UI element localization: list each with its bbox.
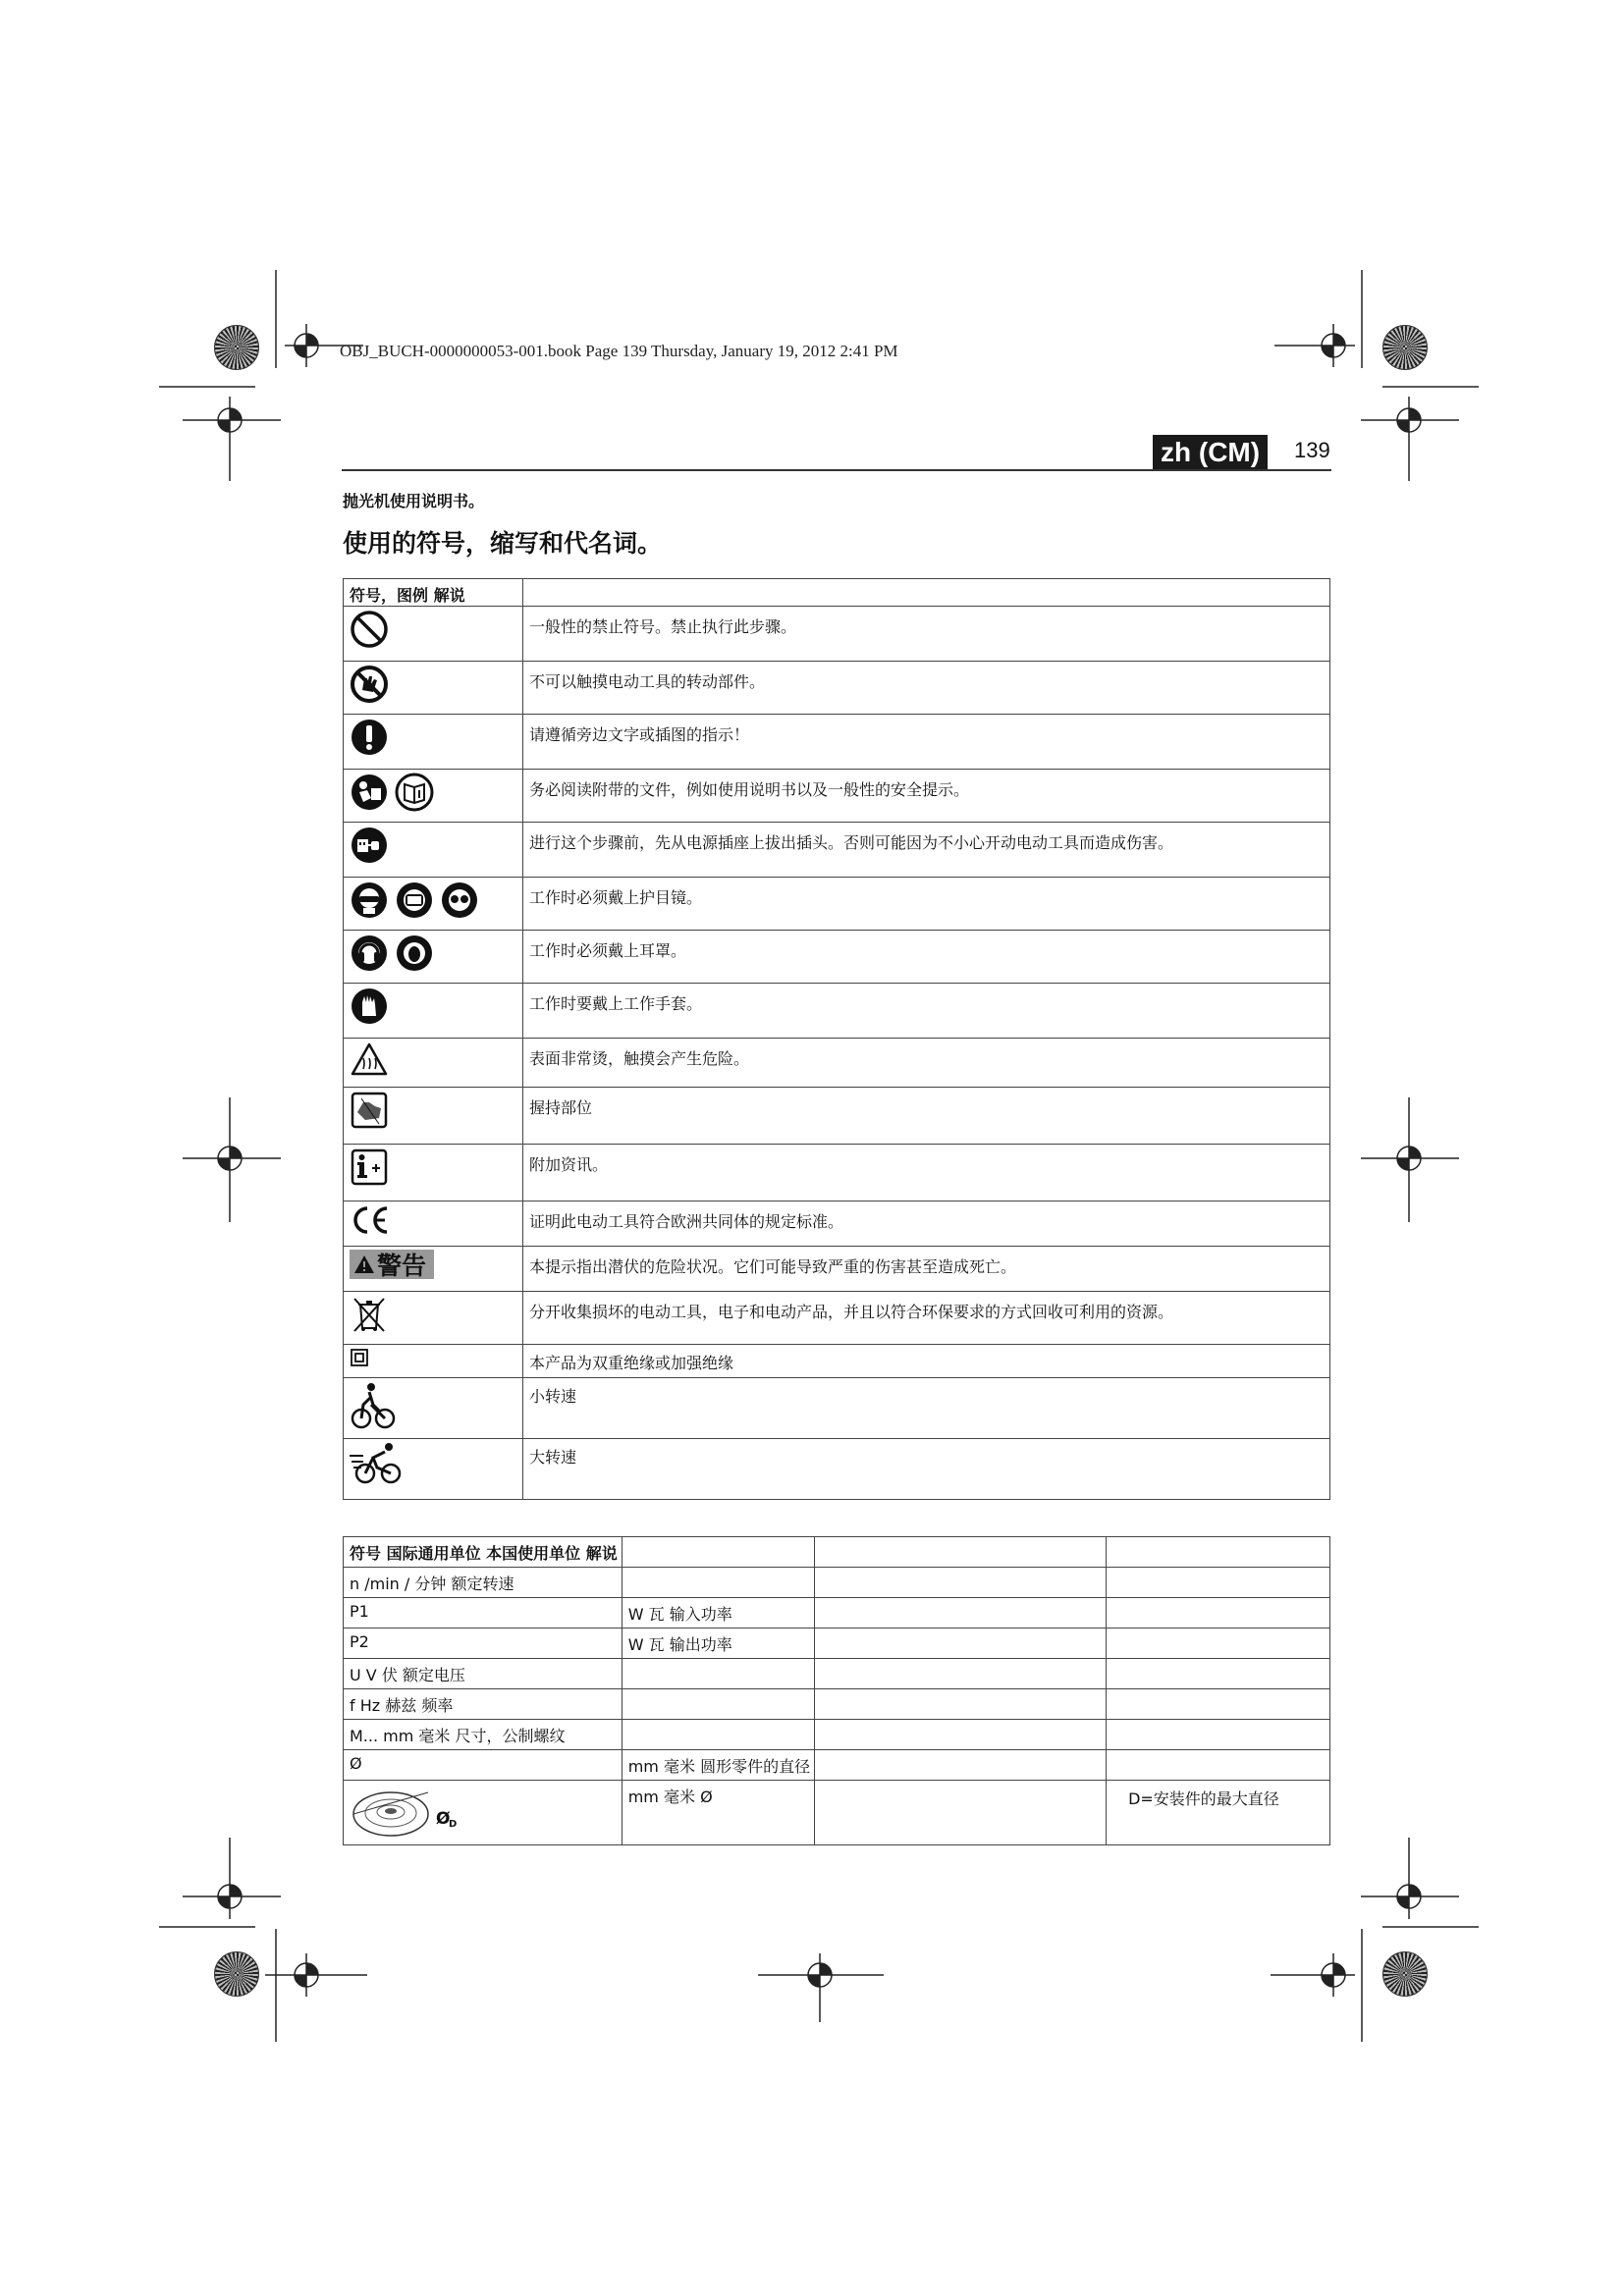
unplug-icon — [350, 826, 389, 865]
unit-cell: U V 伏 额定电压 — [344, 1659, 623, 1689]
symbol-description: 本产品为双重绝缘或加强绝缘 — [523, 1345, 1330, 1378]
unit-cell — [1107, 1598, 1330, 1629]
unit-cell — [815, 1659, 1107, 1689]
symbol-description: 务必阅读附带的文件，例如使用说明书以及一般性的安全提示。 — [523, 770, 1330, 823]
unit-cell — [815, 1598, 1107, 1629]
polishing-disc-diameter-icon — [350, 1785, 458, 1842]
header-cell — [1107, 1537, 1330, 1568]
unit-cell — [815, 1781, 1107, 1845]
unit-cell: P1 — [344, 1598, 623, 1629]
unit-cell — [815, 1629, 1107, 1659]
unit-cell — [815, 1568, 1107, 1598]
symbol-description: 请遵循旁边文字或插图的指示！ — [523, 715, 1330, 770]
table-row — [344, 1629, 1330, 1659]
symbol-description: 表面非常烫，触摸会产生危险。 — [523, 1039, 1330, 1088]
unit-cell: f Hz 赫兹 频率 — [344, 1689, 623, 1720]
unit-cell: W 瓦 输入功率 — [622, 1598, 814, 1629]
grip-area-icon — [350, 1091, 389, 1130]
symbol-description: 大转速 — [523, 1439, 1330, 1500]
manual-subtitle: 抛光机使用说明书。 — [343, 492, 485, 510]
table-row — [344, 931, 1330, 984]
units-table — [343, 1536, 1330, 1845]
unit-cell: n /min / 分钟 额定转速 — [344, 1568, 623, 1598]
slug-line: OBJ_BUCH-0000000053-001.book Page 139 Thursday, January 19, 2012 2:41 PM — [340, 342, 898, 360]
unit-cell: mm 毫米 圆形零件的直径 — [622, 1750, 814, 1781]
section-title: 使用的符号，缩写和代名词。 — [343, 529, 663, 558]
table-row — [344, 1750, 1330, 1781]
table-row — [344, 1345, 1330, 1378]
weee-bin-icon — [350, 1295, 389, 1334]
unit-cell — [1107, 1629, 1330, 1659]
unit-cell — [815, 1689, 1107, 1720]
gloves-icon — [350, 987, 389, 1026]
unit-cell — [1107, 1659, 1330, 1689]
header-cell — [523, 579, 1330, 607]
symbol-description: 分开收集损坏的电动工具，电子和电动产品，并且以符合环保要求的方式回收可利用的资源。 — [523, 1292, 1330, 1345]
header-cell — [622, 1537, 814, 1568]
unit-cell: Ø — [344, 1750, 623, 1781]
unit-cell — [622, 1568, 814, 1598]
slow-speed-icon — [350, 1381, 397, 1430]
table-row — [344, 607, 1330, 662]
unit-cell: mm 毫米 Ø — [622, 1781, 814, 1845]
unit-cell: W 瓦 输出功率 — [622, 1629, 814, 1659]
unit-cell — [815, 1720, 1107, 1750]
table-row — [344, 1439, 1330, 1500]
table-row — [344, 1039, 1330, 1088]
symbol-description: 证明此电动工具符合欧洲共同体的规定标准。 — [523, 1201, 1330, 1247]
symbol-description: 本提示指出潜伏的危险状况。它们可能导致严重的伤害甚至造成死亡。 — [523, 1247, 1330, 1292]
unit-cell — [1107, 1720, 1330, 1750]
no-touch-moving-parts-icon — [350, 665, 389, 704]
table-header-row — [344, 1537, 1330, 1568]
symbol-description: 不可以触摸电动工具的转动部件。 — [523, 662, 1330, 715]
table-row — [344, 662, 1330, 715]
table-row — [344, 1568, 1330, 1598]
unit-cell — [1107, 1689, 1330, 1720]
table-row — [344, 715, 1330, 770]
info-icon — [350, 1148, 389, 1187]
header-cell: 符号 国际通用单位 本国使用单位 解说 — [344, 1537, 623, 1568]
symbols-table — [343, 578, 1330, 1500]
table-row — [344, 1720, 1330, 1750]
fast-speed-icon — [350, 1442, 405, 1485]
symbol-description: 工作时必须戴上护目镜。 — [523, 878, 1330, 931]
read-manual-icon — [350, 773, 518, 812]
unit-cell — [1107, 1750, 1330, 1781]
exclamation-icon — [350, 718, 389, 757]
table-row — [344, 770, 1330, 823]
ear-protection-icon — [350, 934, 518, 973]
table-row — [344, 1659, 1330, 1689]
header-cell — [815, 1537, 1107, 1568]
symbol-description: 工作时要戴上工作手套。 — [523, 984, 1330, 1039]
header-rule — [342, 469, 1331, 471]
table-row — [344, 1598, 1330, 1629]
table-row — [344, 1088, 1330, 1145]
table-row — [344, 984, 1330, 1039]
page-number: 139 — [1294, 438, 1330, 462]
table-row — [344, 1292, 1330, 1345]
eye-protection-icon — [350, 881, 518, 920]
table-row — [344, 823, 1330, 878]
warning-label-icon — [350, 1250, 434, 1279]
table-row — [344, 1247, 1330, 1292]
table-row — [344, 1378, 1330, 1439]
prohibition-icon — [350, 610, 389, 649]
table-row — [344, 878, 1330, 931]
warning-label-text: 警告 — [377, 1252, 427, 1280]
double-insulation-icon — [350, 1348, 369, 1367]
language-badge: zh (CM) — [1153, 435, 1268, 469]
table-row — [344, 1689, 1330, 1720]
unit-cell — [1107, 1568, 1330, 1598]
hot-surface-icon — [350, 1041, 389, 1077]
table-row — [344, 1145, 1330, 1201]
table-row — [344, 1781, 1330, 1845]
disc-diameter-label: Ø — [436, 1809, 451, 1829]
symbol-description: 进行这个步骤前，先从电源插座上拔出插头。否则可能因为不小心开动电动工具而造成伤害。 — [523, 823, 1330, 878]
symbol-description: 一般性的禁止符号。禁止执行此步骤。 — [523, 607, 1330, 662]
symbol-description: 握持部位 — [523, 1088, 1330, 1145]
table-header-row — [344, 579, 1330, 607]
unit-cell — [622, 1689, 814, 1720]
table-row — [344, 1201, 1330, 1247]
symbol-description: 小转速 — [523, 1378, 1330, 1439]
unit-cell — [815, 1750, 1107, 1781]
disc-diameter-sub: D — [449, 1819, 458, 1830]
unit-cell — [622, 1720, 814, 1750]
ce-mark-icon — [350, 1204, 393, 1236]
header-cell: 符号，图例 解说 — [344, 579, 523, 607]
unit-cell: M... mm 毫米 尺寸，公制螺纹 — [344, 1720, 623, 1750]
unit-cell: P2 — [344, 1629, 623, 1659]
unit-cell — [622, 1659, 814, 1689]
symbol-description: 工作时必须戴上耳罩。 — [523, 931, 1330, 984]
unit-cell: D=安装件的最大直径 — [1107, 1781, 1330, 1845]
symbol-description: 附加资讯。 — [523, 1145, 1330, 1201]
